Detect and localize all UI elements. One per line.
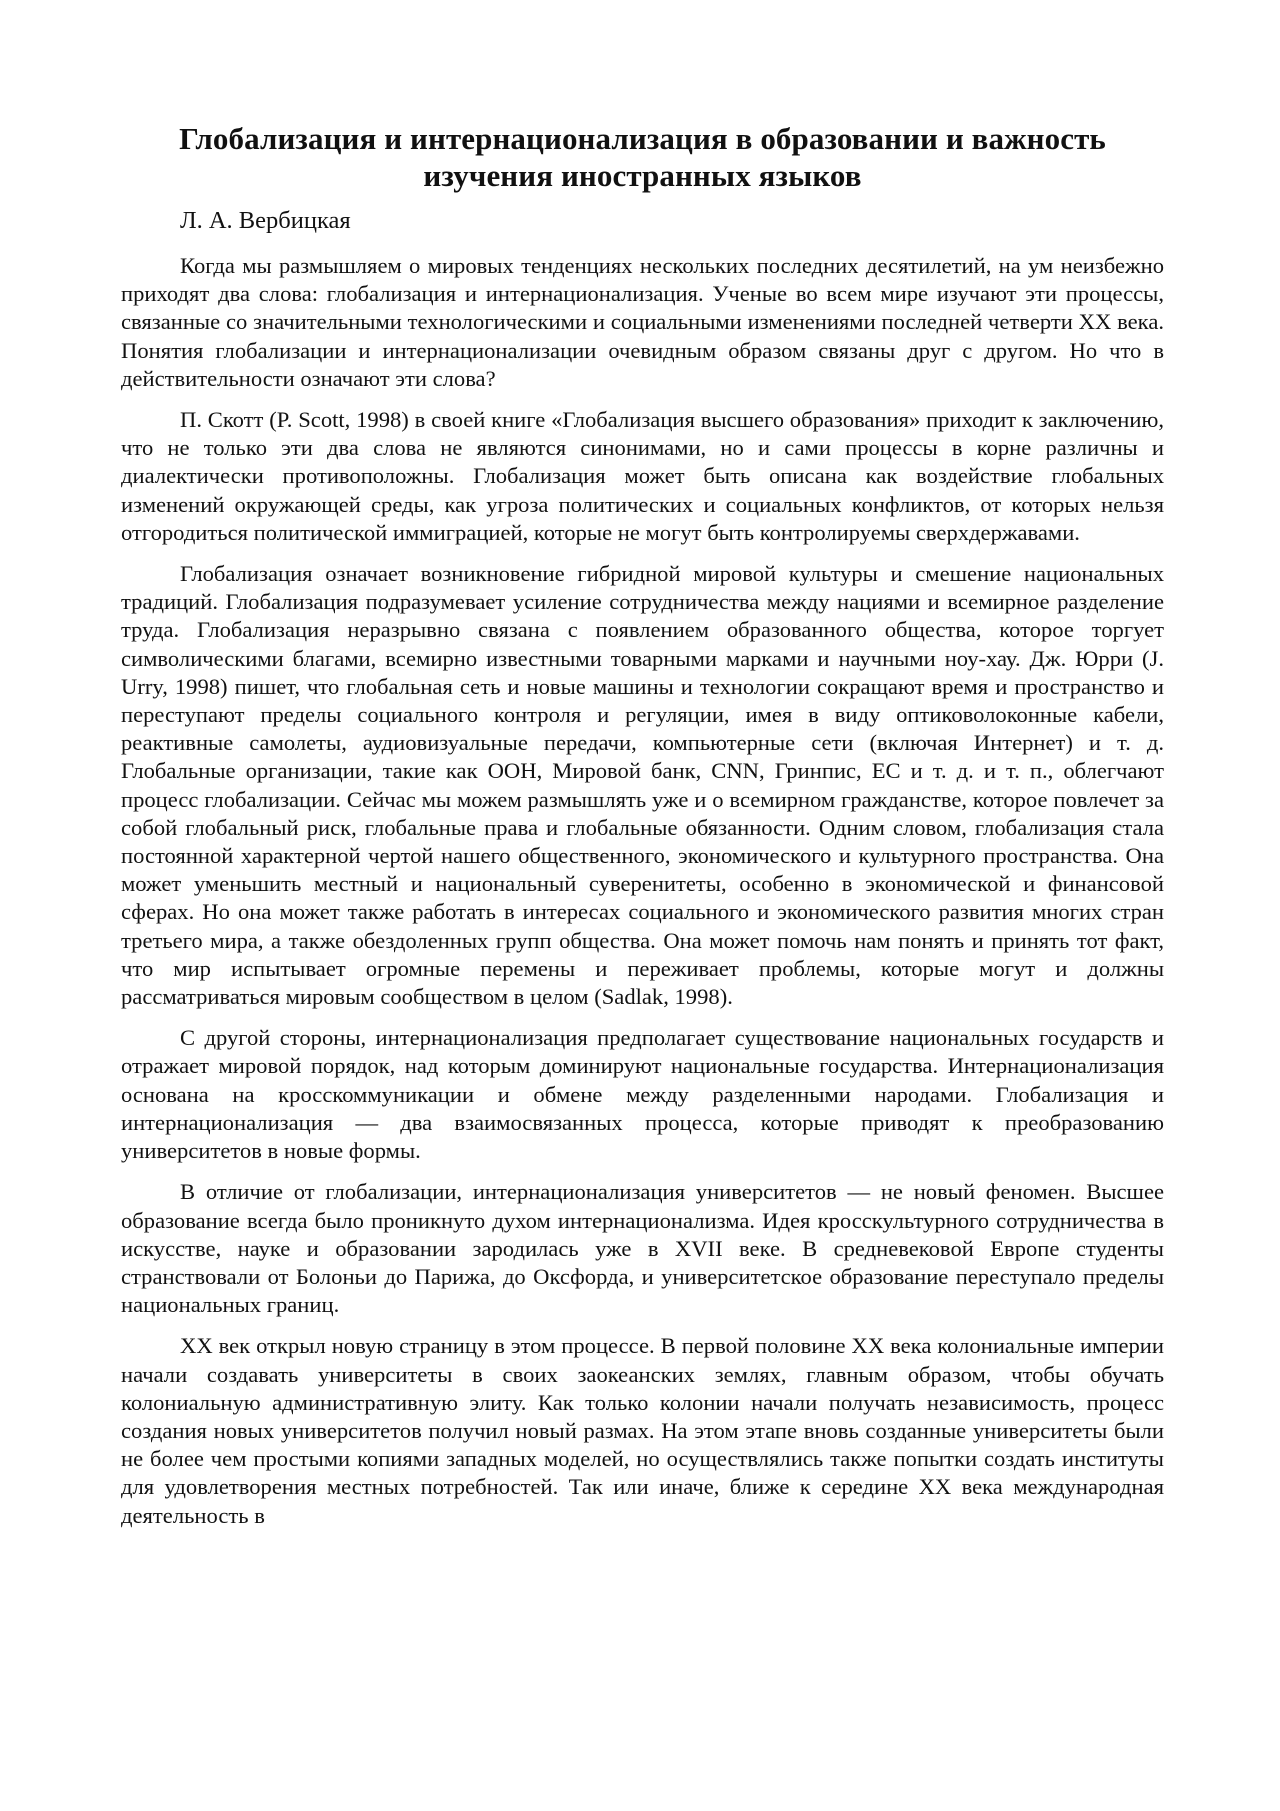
paragraph-5: В отличие от глобализации, интернационализация университетов — не новый феномен. Высшее образование всегда было проникнуто духом интернационализма. Идея кросскультурного сотрудничества в искусстве, науке и образовании зародилась уже в XVII веке. В средневековой Европе студенты странствовали от Болоньи до Парижа, до Оксфорда, и университетское образование переступало пределы национальных границ.	[121, 1179, 1164, 1318]
paragraph-3: Глобализация означает возникновение гибридной мировой культуры и смешение национальных традиций. Глобализация подразумевает усиление сотрудничества между нациями и всемирное разделение труда. Глобализация неразрывно связана с появлением образованного общества, которое торгует символическими благами, всемирно известными товарными марками и научными ноу-хау. Дж. Юрри (J. Urry, 1998) пишет, что глобальная сеть и новые машины и технологии сокращают время и пространство и переступают пределы социального контроля и регуляции, имея в виду оптиковолоконные кабели, реактивные самолеты, аудиовизуальные передачи, компьютерные сети (включая Интернет) и т. д. Глобальные организации, такие как ООН, Мировой банк, CNN, Гринпис, ЕС и т. д. и т. п., облегчают процесс глобализации. Сейчас мы можем размышлять уже и о всемирном гражданстве, которое повлечет за собой глобальный риск, глобальные права и глобальные обязанности. Одним словом, глобализация стала постоянной характерной чертой нашего общественного, экономического и культурного пространства. Она может уменьшить местный и национальный суверенитеты, особенно в экономической и финансовой сферах. Но она может также работать в интересах социального и экономического развития многих стран третьего мира, а также обездоленных групп общества. Она может помочь нам понять и принять тот факт, что мир испытывает огромные перемены и переживает проблемы, которые могут и должны рассматриваться мировым сообществом в целом (Sadlak, 1998).	[121, 561, 1164, 1010]
paragraph-4: С другой стороны, интернационализация предполагает существование национальных государств и отражает мировой порядок, над которым доминируют национальные государства. Интернационализация основана на кросскоммуникации и обмене между разделенными народами. Глобализация и интернационализация — два взаимосвязанных процесса, которые приводят к преобразованию университетов в новые формы.	[121, 1025, 1164, 1164]
paragraph-1: Когда мы размышляем о мировых тенденциях нескольких последних десятилетий, на ум неизбежно приходят два слова: глобализация и интернационализация. Ученые во всем мире изучают эти процессы, связанные со значительными технологическими и социальными изменениями последней четверти XX века. Понятия глобализации и интернационализации очевидным образом связаны друг с другом. Но что в действительности означают эти слова?	[121, 253, 1164, 391]
author-name: Л. А. Вербицкая	[180, 207, 351, 234]
paragraph-2: П. Скотт (P. Scott, 1998) в своей книге «Глобализация высшего образования» приходит к заключению, что не только эти два слова не являются синонимами, но и сами процессы в корне различны и диалектически противоположны. Глобализация может быть описана как воздействие глобальных изменений окружающей среды, как угроза политических и социальных конфликтов, от которых нельзя отгородиться политической иммиграцией, которые не могут быть контролируемы сверхдержавами.	[121, 407, 1164, 545]
title-line-2: изучения иностранных языков	[423, 158, 862, 193]
document-title	[121, 120, 1164, 194]
title-line-1: Глобализация и интернационализация в образовании и важность	[179, 121, 1106, 156]
paragraph-6: XX век открыл новую страницу в этом процессе. В первой половине XX века колониальные империи начали создавать университеты в своих заокеанских землях, главным образом, чтобы обучать колониальную административную элиту. Как только колонии начали получать независимость, процесс создания новых университетов получил новый размах. На этом этапе вновь созданные университеты были не более чем простыми копиями западных моделей, но осуществлялись также попытки создать институты для удовлетворения местных потребностей. Так или иначе, ближе к середине XX века международная деятельность в	[121, 1333, 1164, 1528]
document-page	[121, 120, 1164, 1543]
